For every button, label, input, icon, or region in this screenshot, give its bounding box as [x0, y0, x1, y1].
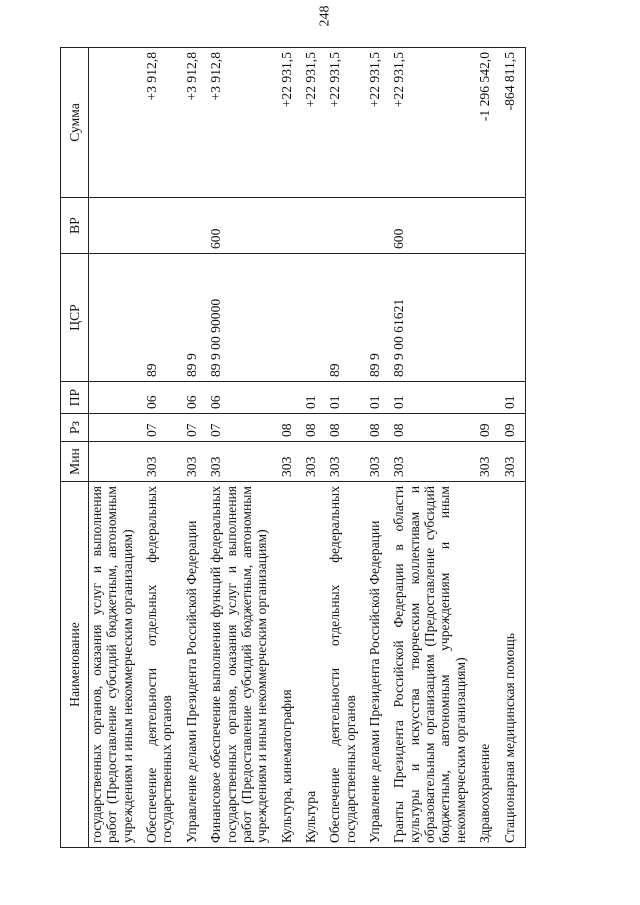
budget-table-container — [60, 48, 600, 848]
cell-name: Управление делами Президента Российской Федерации — [362, 482, 386, 848]
header-rz: Рз — [61, 414, 89, 442]
cell-csr — [472, 254, 496, 382]
cell-rz: 08 — [322, 414, 362, 442]
cell-sum: +22 931,5 — [362, 48, 386, 198]
cell-vr — [322, 198, 362, 254]
cell-vr — [274, 198, 298, 254]
cell-sum: +22 931,5 — [274, 48, 298, 198]
cell-csr: 89 — [322, 254, 362, 382]
table-row — [89, 48, 140, 848]
cell-rz: 08 — [362, 414, 386, 442]
cell-csr — [89, 254, 140, 382]
cell-pr: 01 — [497, 382, 526, 414]
cell-rz: 07 — [203, 414, 273, 442]
cell-sum: -1 296 542,0 — [472, 48, 496, 198]
cell-csr — [298, 254, 322, 382]
cell-sum: +22 931,5 — [298, 48, 322, 198]
cell-vr — [89, 198, 140, 254]
table-row — [362, 48, 386, 848]
table-row — [203, 48, 273, 848]
cell-csr — [497, 254, 526, 382]
table-row — [139, 48, 179, 848]
cell-rz: 09 — [497, 414, 526, 442]
header-pr: ПР — [61, 382, 89, 414]
cell-min: 303 — [472, 442, 496, 482]
table-row — [274, 48, 298, 848]
header-vr: ВР — [61, 198, 89, 254]
cell-min: 303 — [362, 442, 386, 482]
cell-min: 303 — [179, 442, 203, 482]
cell-name: Финансовое обеспечение выполнения функций федеральных государственных органов, оказания услуг и выполнения работ (Предоставление субсидий бюджетным, автономным учреждениям и иным некоммерческим организациям) — [203, 482, 273, 848]
table-row — [298, 48, 322, 848]
cell-pr — [472, 382, 496, 414]
cell-min: 303 — [203, 442, 273, 482]
cell-vr — [179, 198, 203, 254]
cell-pr: 01 — [322, 382, 362, 414]
cell-sum: +22 931,5 — [322, 48, 362, 198]
cell-name: Культура — [298, 482, 322, 848]
cell-rz: 08 — [386, 414, 472, 442]
header-csr: ЦСР — [61, 254, 89, 382]
cell-vr — [362, 198, 386, 254]
cell-name: Обеспечение деятельности отдельных федеральных государственных органов — [139, 482, 179, 848]
header-sum: Сумма — [61, 48, 89, 198]
cell-min: 303 — [298, 442, 322, 482]
page-number: 248 — [317, 5, 332, 27]
cell-min: 303 — [139, 442, 179, 482]
header-name: Наименование — [61, 482, 89, 848]
cell-pr — [89, 382, 140, 414]
cell-pr: 06 — [203, 382, 273, 414]
cell-vr — [497, 198, 526, 254]
cell-csr: 89 9 00 61621 — [386, 254, 472, 382]
cell-pr: 01 — [386, 382, 472, 414]
cell-csr: 89 9 — [179, 254, 203, 382]
cell-rz: 08 — [274, 414, 298, 442]
table-header-row — [61, 48, 89, 848]
cell-csr: 89 — [139, 254, 179, 382]
cell-rz: 07 — [179, 414, 203, 442]
cell-name: Культура, кинематография — [274, 482, 298, 848]
cell-sum: +22 931,5 — [386, 48, 472, 198]
cell-sum: +3 912,8 — [139, 48, 179, 198]
budget-table — [60, 47, 526, 848]
cell-min: 303 — [386, 442, 472, 482]
cell-rz: 08 — [298, 414, 322, 442]
cell-csr: 89 9 00 90000 — [203, 254, 273, 382]
cell-min: 303 — [322, 442, 362, 482]
table-row — [472, 48, 496, 848]
cell-name: Обеспечение деятельности отдельных федеральных государственных органов — [322, 482, 362, 848]
cell-vr: 600 — [203, 198, 273, 254]
cell-name: Стационарная медицинская помощь — [497, 482, 526, 848]
table-row — [179, 48, 203, 848]
cell-rz — [89, 414, 140, 442]
cell-name: Здравоохранение — [472, 482, 496, 848]
table-row — [386, 48, 472, 848]
cell-vr — [139, 198, 179, 254]
cell-csr — [274, 254, 298, 382]
cell-csr: 89 9 — [362, 254, 386, 382]
cell-vr — [472, 198, 496, 254]
cell-rz: 09 — [472, 414, 496, 442]
cell-min: 303 — [274, 442, 298, 482]
cell-min: 303 — [497, 442, 526, 482]
cell-pr: 01 — [362, 382, 386, 414]
cell-sum: -864 811,5 — [497, 48, 526, 198]
cell-pr — [274, 382, 298, 414]
cell-rz: 07 — [139, 414, 179, 442]
cell-pr: 06 — [139, 382, 179, 414]
cell-sum: +3 912,8 — [179, 48, 203, 198]
cell-vr — [298, 198, 322, 254]
cell-name: Управление делами Президента Российской Федерации — [179, 482, 203, 848]
table-row — [322, 48, 362, 848]
cell-min — [89, 442, 140, 482]
cell-vr: 600 — [386, 198, 472, 254]
cell-pr: 01 — [298, 382, 322, 414]
cell-name: государственных органов, оказания услуг и выполнения работ (Предоставление субсидий бюджетным, автономным учреждениям и иным некоммерческим организациям) — [89, 482, 140, 848]
cell-sum — [89, 48, 140, 198]
cell-sum: +3 912,8 — [203, 48, 273, 198]
table-row — [497, 48, 526, 848]
cell-name: Гранты Президента Российской Федерации в области культуры и искусства творческим коллективам и образовательным организациям (Предоставление субсидий бюджетным, автономным учреждениям и иным некоммерческим организациям) — [386, 482, 472, 848]
header-min: Мин — [61, 442, 89, 482]
cell-pr: 06 — [179, 382, 203, 414]
